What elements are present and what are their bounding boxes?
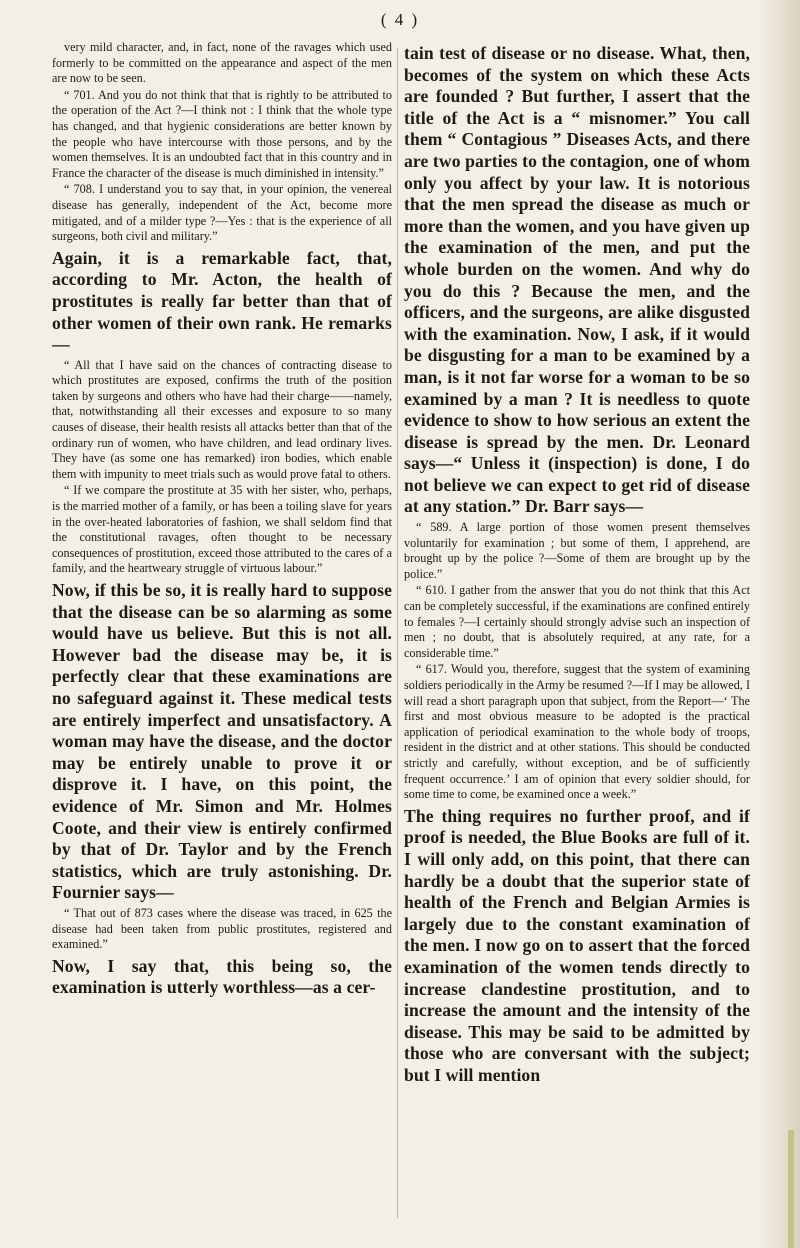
paragraph: tain test of disease or no disease. What, then, becomes of the system on which these Acts are founded ? But further, I assert that the title of the Act is a “ misnomer.” You call them “ Contagious ” Diseases Acts, and there are two parties to the contagion, one of whom only you affect by your law. It is notorious that the men spread the disease as much or more than the women, and you have given up the examination of the men, and put the whole burden on the women. And why do you do this ? Because the men, and the officers, and the surgeons, are alike disgusted with the examination. Now, I ask, if it would be disgusting for a man to be examined by a man, is it not far worse for a woman to be so examined by a man ? It is needless to quote evidence to show to how serious an extent the disease is spread by the men. Dr. Leonard says—“ Unless it (inspection) is done, I do not believe we can expect to get rid of disease at any station.” Dr. Barr says— [404,43,750,517]
quotation-acton-1: “ All that I have said on the chances of contracting disease to which prostitutes are exposed, confirms the truth of the position taken by surgeons and others who have had their charge——namely, that, notwithstanding all their excesses and exposure to so many causes of disease, their health resists all attacks better than that of the ordinary run of women, who have children, and lead ordinary lives. They have (as some one has remarked) iron bodies, which enable them with impunity to meet trials such as would prove fatal to others. [52,357,392,481]
paragraph: very mild character, and, in fact, none of the ravages which used formerly to be committed on the appearance and aspect of the men are now to be seen. [52,40,392,86]
page-edge [758,0,800,1248]
page-number: ( 4 ) [380,10,420,29]
paragraph: Again, it is a remarkable fact, that, according to Mr. Acton, the health of prostitutes is really far better than that of other women of their own rank. He remarks— [52,247,392,355]
quotation-708: “ 708. I understand you to say that, in your opinion, the venereal disease has generally, independent of the Act, become more mitigated, and of a milder type ?—Yes : that is the experience of all surgeons, both civil and military.” [52,182,392,244]
quotation-610: “ 610. I gather from the answer that you do not think that this Act can be completely successful, if the examinations are confined entirely to females ?—I certainly should strongly advise such an inspection of men ; no doubt, that is absolutely required, at any rate, for a considerable time.” [404,583,750,660]
quotation-fournier: “ That out of 873 cases where the disease was traced, in 625 the disease had been taken from public prostitutes, registered and examined.” [52,905,392,952]
quotation-701: “ 701. And you do not think that that is rightly to be attributed to the operation of the Act ?—I think not : I think that the whole type has changed, and that hygienic considerations are better known by the people who have intercourse with those persons, and by the women themselves. It is an undoubted fact that in this country and in France the character of the disease is much diminished in intensity.” [52,87,392,180]
right-column [404,40,750,1088]
paragraph: Now, if this be so, it is really hard to suppose that the disease can be so alarming as some would have us believe. But this is not all. However bad the disease may be, it is perfectly clear that these examinations are no safeguard against it. These medical tests are entirely imperfect and unsatisfactory. A woman may have the disease, and the doctor may be entirely unable to prove it or disprove it. I have, on this point, the evidence of Mr. Simon and Mr. Holmes Coote, and their view is entirely confirmed by that of Dr. Taylor and by the French statistics, which are truly astonishing. Dr. Fournier says— [52,580,392,903]
quotation-617: “ 617. Would you, therefore, suggest that the system of examining soldiers periodically in the Army be resumed ?—If I may be allowed, I will read a short paragraph upon that subject, from the Report—‘ The first and most obvious measure to be adopted is the practical application of periodical examination to the whole body of troops, resident in the district and at other stations. This should be conducted strictly and carefully, without exception, and be of sufficiently frequent occurrence.’ I am of opinion that every soldier should, for some time to come, be examined once a week.” [404,662,750,802]
paragraph: Now, I say that, this being so, the examination is utterly worthless—as a cer- [52,955,392,998]
left-column [52,40,392,1001]
paragraph: The thing requires no further proof, and if proof is needed, the Blue Books are full of it. I will only add, on this point, that there can hardly be a doubt that the superior state of health of the French and Belgian Armies is largely due to the constant examination of the men. I now go on to assert that the forced examination of the women tends directly to increase clandestine prostitution, and to increase the amount and the intensity of the disease. This may be said to be admitted by those who are conversant with the subject; but I will mention [404,805,750,1085]
column-divider [397,48,398,1218]
quotation-589: “ 589. A large portion of those women present themselves voluntarily for examination ; but some of them, I apprehend, are brought up by the police ?—Some of them are brought up by the police.” [404,520,750,581]
binding-mark [788,1130,794,1248]
quotation-acton-2: “ If we compare the prostitute at 35 with her sister, who, perhaps, is the married mother of a family, or has been a toiling slave for years in the over-heated laboratories of fashion, we shall seldom find that the constitutional ravages, often thought to be necessary consequences of prostitution, exceed those attributed to the cares of a family, and the heartweary struggle of virtuous labour.” [52,483,392,576]
